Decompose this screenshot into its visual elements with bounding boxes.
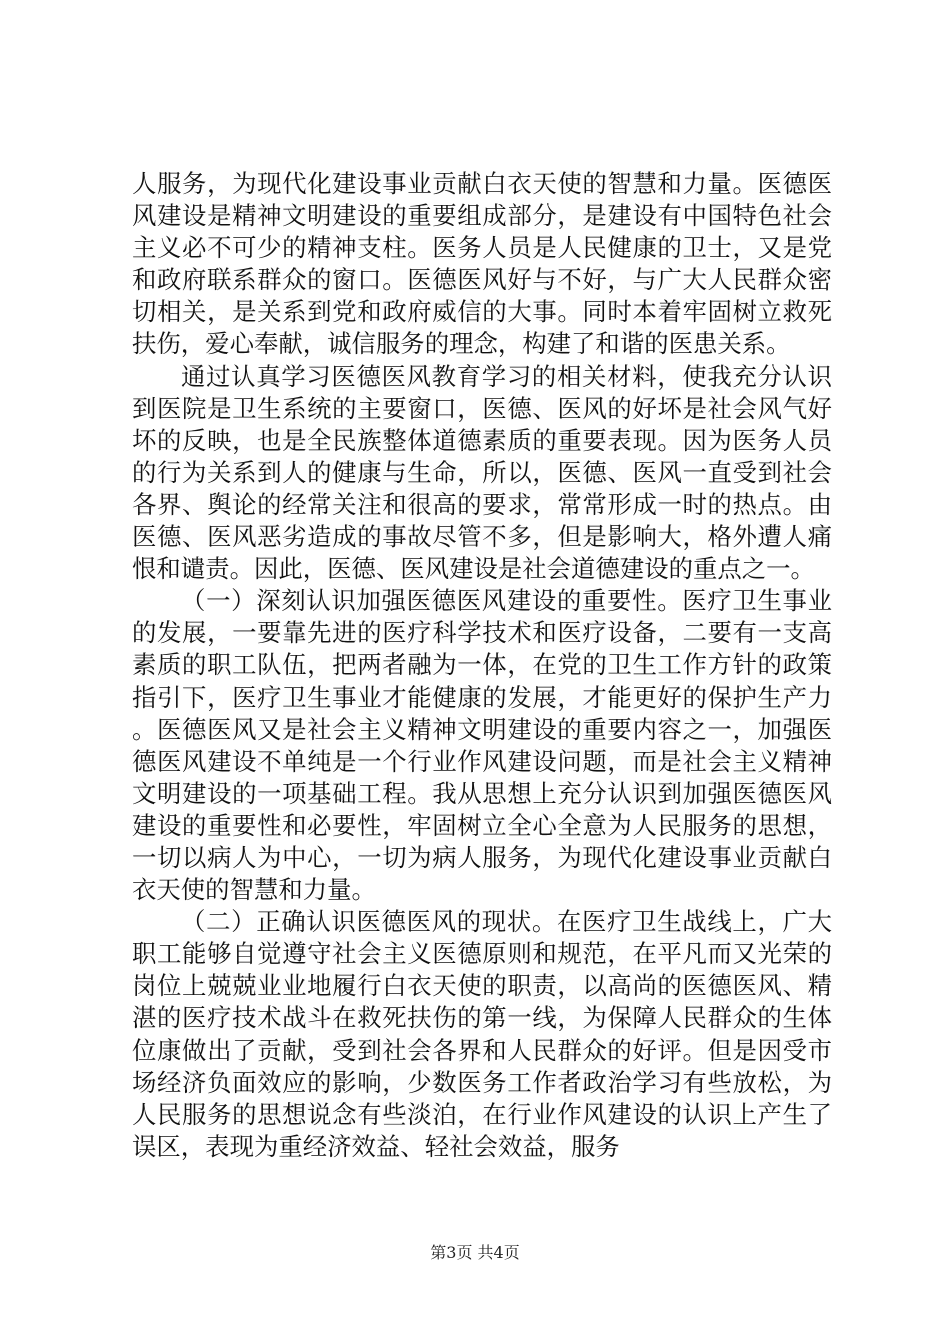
body-text [132,168,832,1163]
paragraph-continuation: 人服务，为现代化建设事业贡献白衣天使的智慧和力量。医德医风建设是精神文明建设的重要组成部分，是建设有中国特色社会主义必不可少的精神支柱。医务人员是人民健康的卫士，又是党和政府联系群众的窗口。医德医风好与不好，与广大人民群众密切相关，是关系到党和政府威信的大事。同时本着牢固树立救死扶伤，爱心奉献，诚信服务的理念，构建了和谐的医患关系。 [132,169,832,359]
paragraph-section-two: （二）正确认识医德医风的现状。在医疗卫生战线上，广大职工能够自觉遵守社会主义医德原则和规范，在平凡而又光荣的岗位上兢兢业业地履行白衣天使的职责，以高尚的医德医风、精湛的医疗技术战斗在救死扶伤的第一线，为保障人民群众的生体位康做出了贡献，受到社会各界和人民群众的好评。但是因受市场经济负面效应的影响，少数医务工作者政治学习有些放松，为人民服务的思想说念有些淡泊，在行业作风建设的认识上产生了误区，表现为重经济效益、轻社会效益，服务 [132,907,832,1161]
page-footer: 第3页 共4页 [430,1243,520,1262]
paragraph-section-one: （一）深刻认识加强医德医风建设的重要性。医疗卫生事业的发展，一要靠先进的医疗科学技术和医疗设备，二要有一支高素质的职工队伍，把两者融为一体，在党的卫生工作方针的政策指引下，医疗卫生事业才能健康的发展，才能更好的保护生产力。医德医风又是社会主义精神文明建设的重要内容之一，加强医德医风建设不单纯是一个行业作风建设问题，而是社会主义精神文明建设的一项基础工程。我从思想上充分认识到加强医德医风建设的重要性和必要性，牢固树立全心全意为人民服务的思想，一切以病人为中心，一切为病人服务，为现代化建设事业贡献白衣天使的智慧和力量。 [132,586,832,905]
paragraph-study-materials: 通过认真学习医德医风教育学习的相关材料，使我充分认识到医院是卫生系统的主要窗口，医德、医风的好坏是社会风气好坏的反映，也是全民族整体道德素质的重要表现。因为医务人员的行为关系到人的健康与生命，所以，医德、医风一直受到社会各界、舆论的经常关注和很高的要求，常常形成一时的热点。由医德、医风恶劣造成的事故尽管不多，但是影响大，格外遭人痛恨和谴责。因此，医德、医风建设是社会道德建设的重点之一。 [132,361,832,584]
